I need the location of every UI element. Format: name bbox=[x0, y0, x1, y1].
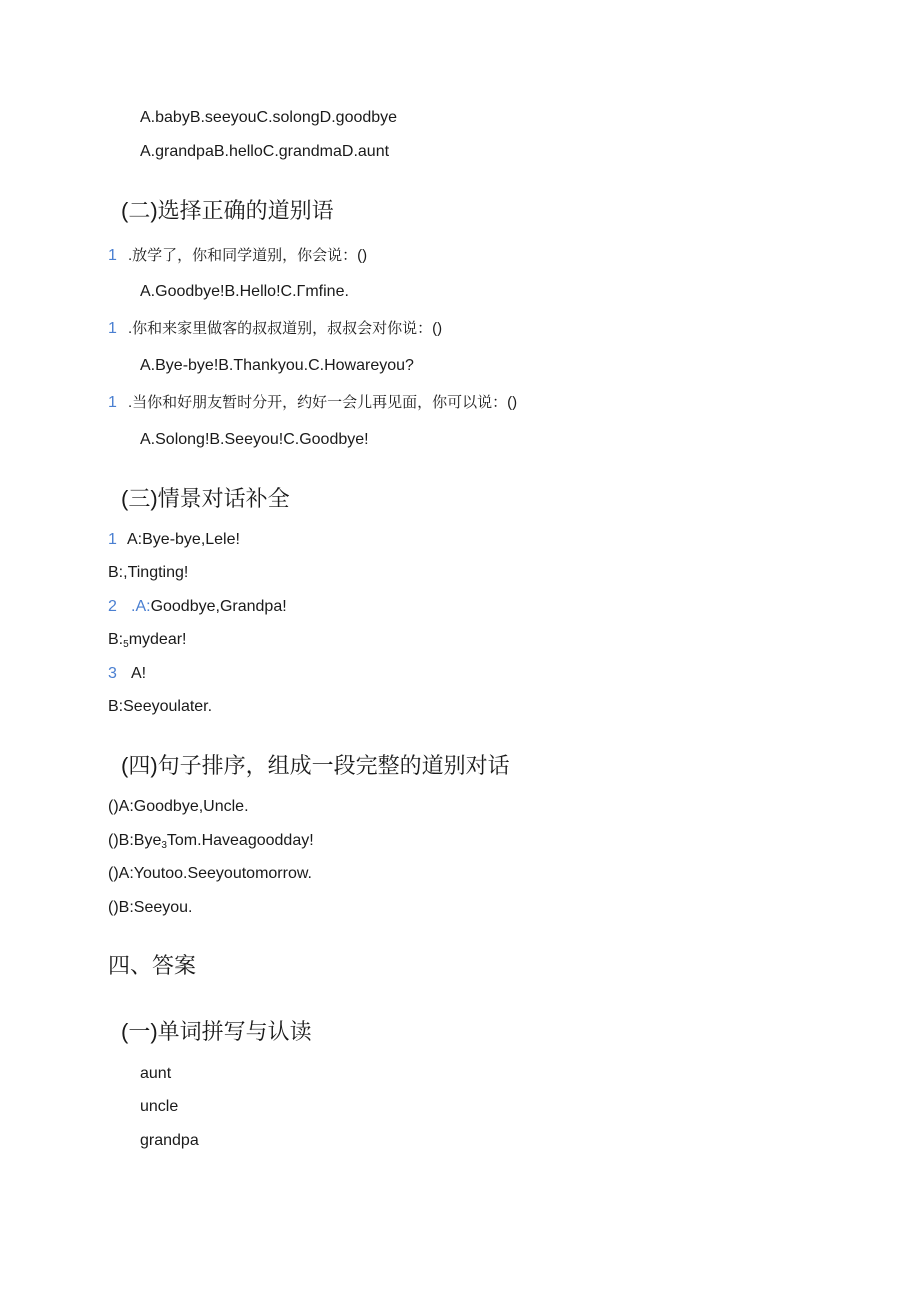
question-options: A.Goodbye!B.Hello!C.Γmfine. bbox=[140, 283, 349, 300]
part1-q4-options: A.babyB.seeyouC.solongD.goodbye bbox=[140, 109, 398, 126]
dialog-line-b bbox=[108, 630, 186, 655]
item-number: 3 bbox=[108, 665, 117, 682]
ordering-line-4: ()B:Seeyou. bbox=[108, 899, 193, 916]
ordering-line-3: ()A:Youtoo.Seeyoutomorrow. bbox=[108, 865, 312, 882]
section3-title: (三)情景对话补全 bbox=[121, 486, 290, 511]
dialog-line-a bbox=[131, 597, 287, 617]
question-text: .放学了，你和同学道别，你会说：() bbox=[128, 247, 368, 264]
dialog-text: Goodbye,Grandpa! bbox=[150, 598, 287, 615]
ordering-prefix: ()B:Bye bbox=[108, 832, 162, 849]
dialog-prefix: B: bbox=[108, 631, 124, 648]
item-number: 2 bbox=[108, 598, 117, 615]
answers-title: 四、答案 bbox=[108, 953, 197, 978]
dialog-line-b: B:Seeyoulater. bbox=[108, 698, 213, 715]
dialog-line-a: A! bbox=[131, 665, 147, 682]
dialog-line-a: A:Bye-bye,Lele! bbox=[127, 531, 240, 548]
answer-item-1: aunt bbox=[140, 1065, 172, 1082]
item-number: 1 bbox=[108, 531, 117, 548]
answer-item-3: grandpa bbox=[140, 1132, 199, 1149]
question-options: A.Solong!B.Seeyou!C.Goodbye! bbox=[140, 431, 369, 448]
question-text: .当你和好朋友暂时分开，约好一会儿再见面，你可以说：() bbox=[128, 394, 518, 411]
ordering-line-1: ()A:Goodbye,Uncle. bbox=[108, 798, 249, 815]
part1-q5-options: A.grandpaB.helloC.grandmaD.aunt bbox=[140, 143, 390, 160]
dialog-text: mydear! bbox=[128, 631, 187, 648]
section2-title: (二)选择正确的道别语 bbox=[121, 198, 334, 223]
question-options: A.Bye-bye!B.Thankyou.C.Howareyou? bbox=[140, 357, 414, 374]
ordering-text: Tom.Haveagoodday! bbox=[166, 832, 314, 849]
dialog-prefix: .A: bbox=[131, 598, 151, 615]
ordering-subscript: 3 bbox=[161, 840, 167, 851]
question-number: 1 bbox=[108, 247, 117, 264]
section4-title: (四)句子排序，组成一段完整的道别对话 bbox=[121, 753, 510, 778]
answers-subtitle: (一)单词拼写与认读 bbox=[121, 1019, 312, 1044]
ordering-line-2 bbox=[108, 831, 314, 856]
question-number: 1 bbox=[108, 320, 117, 337]
question-number: 1 bbox=[108, 394, 117, 411]
answer-item-2: uncle bbox=[140, 1098, 179, 1115]
dialog-line-b: B:,Tingting! bbox=[108, 564, 189, 581]
dialog-subscript: 5 bbox=[123, 639, 129, 650]
question-text: .你和来家里做客的叔叔道别，叔叔会对你说：() bbox=[128, 320, 443, 337]
